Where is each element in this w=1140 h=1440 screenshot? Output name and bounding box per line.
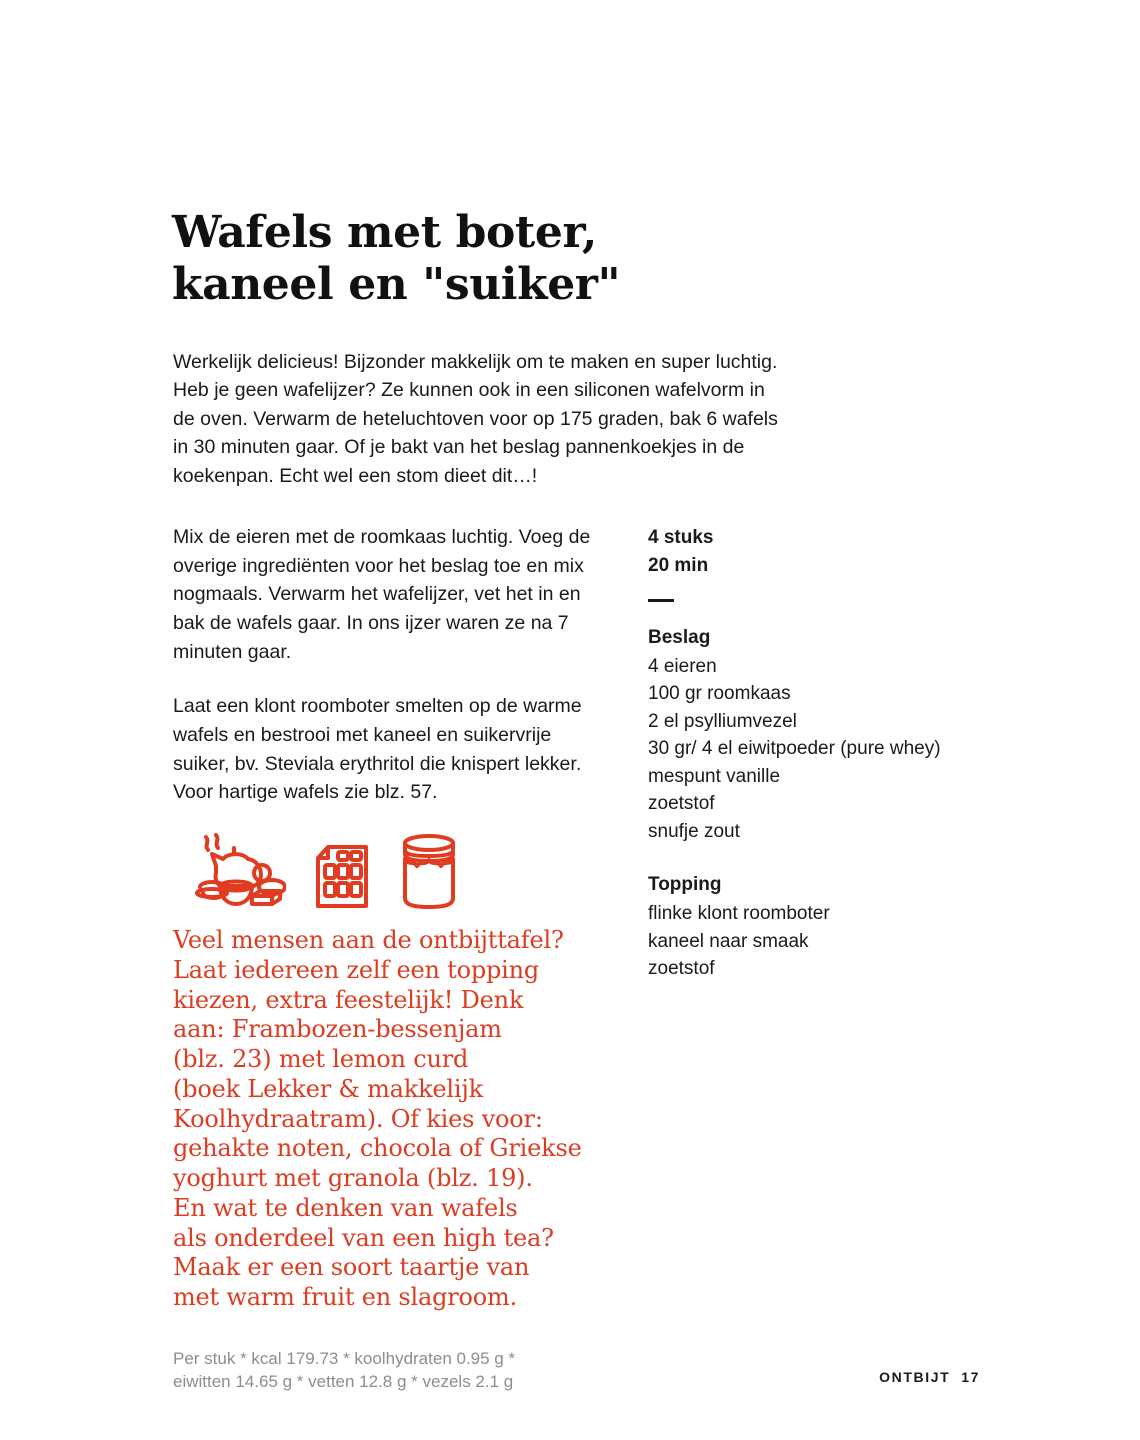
tea-set-icon [190,830,286,910]
yield-label: 4 stuks [648,527,714,548]
ingredient-item: flinke klont roomboter [648,903,830,925]
tip-line: met warm fruit en slagroom. [173,1283,518,1311]
tip-line: gehakte noten, chocola of Griekse [173,1134,582,1163]
tip-line: Laat iedereen zelf een topping [173,955,540,984]
ingredients-column [648,524,988,983]
section-title: Topping [648,874,722,896]
method-paragraph-2: Laat een klont roomboter smelten op de warme wafels en bestrooi met kaneel en suikervrije suiker, bv. Steviala erythritol die knispert lekker. Voor hartige wafels zie blz. 57. [173,695,582,804]
tip-line: yoghurt met granola (blz. 19). [173,1164,533,1192]
nutrition-line: Per stuk * kcal 179.73 * koolhydraten 0.95 g * [173,1349,516,1368]
tip-line: En wat te denken van wafels [173,1193,518,1222]
nutrition-line: eiwitten 14.65 g * vetten 12.8 g * vezels 2.1 g [173,1371,514,1391]
section-title: Beslag [648,627,711,649]
ingredient-section-beslag [648,624,988,845]
tip-line: (boek Lekker & makkelijk [173,1074,483,1103]
waffle-icon [314,834,370,910]
section-divider [648,599,674,602]
tip-line: Maak er een soort taartje van [173,1253,530,1282]
page-title-line-2: kaneel en "suiker" [172,258,621,310]
tip-line: als onderdeel van een high tea? [173,1223,554,1252]
page-footer-label: ONTBIJT 17 [879,1369,980,1385]
ingredient-list [648,900,988,983]
ingredient-item: 2 el psylliumvezel [648,710,797,732]
tip-line: kiezen, extra feestelijk! Denk [173,985,524,1014]
ingredient-item: snufje zout [648,820,740,842]
jam-jar-icon [398,832,460,910]
tip-line: aan: Frambozen-bessenjam [173,1015,502,1044]
ingredient-item: 30 gr/ 4 el eiwitpoeder (pure whey) [648,738,941,760]
ingredient-list [648,653,988,846]
icon-row [190,830,460,910]
ingredient-item: zoetstof [648,793,715,815]
tip-line: Koolhydraatram). Of kies voor: [173,1104,543,1133]
tip-block [173,926,613,1313]
ingredient-item: 4 eieren [648,655,717,677]
tip-line: (blz. 23) met lemon curd [173,1045,469,1073]
tip-line: Veel mensen aan de ontbijttafel? [173,926,564,954]
page-title [172,207,932,309]
method-paragraph-1: Mix de eieren met de roomkaas luchtig. Voeg de overige ingrediënten voor het beslag toe en mix nogmaals. Verwarm het wafelijzer, vet het in en bak de wafels gaar. In ons ijzer waren ze na 7 minuten gaar. [173,526,591,663]
ingredient-item: zoetstof [648,958,715,980]
ingredient-item: mespunt vanille [648,765,781,787]
nutrition-footer [173,1348,633,1394]
time-label: 20 min [648,554,709,576]
intro-paragraph: Werkelijk delicieus! Bijzonder makkelijk om te maken en super luchtig. Heb je geen wafelijzer? Ze kunnen ook in een siliconen wafelvorm in de oven. Verwarm de heteluchtoven voor op 175 graden, bak 6 wafels in 30 minuten gaar. Of je bakt van het beslag pannenkoekjes in de koekenpan. Echt wel een stom dieet dit…! [173,350,778,488]
page-title-line-1: Wafels met boter, [172,207,597,259]
method-column [173,523,593,807]
ingredient-item: kaneel naar smaak [648,930,809,952]
ingredient-item: 100 gr roomkaas [648,683,791,705]
ingredient-section-topping [648,871,988,982]
